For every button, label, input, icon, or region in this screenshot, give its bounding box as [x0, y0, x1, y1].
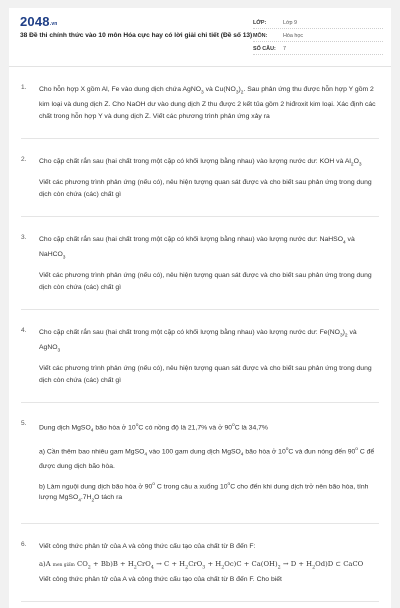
reaction-equations: a)A men giấm $CO_2 + Bb)B + H_2CrO_4 \to C + H_2CrO_3 + H_2Oc)C + Ca(OH)_2 \to D + H_2Od)D$ ⊂ CaCO: [39, 559, 364, 571]
meta-row-count: SỐ CÂU: 7: [253, 44, 383, 55]
question-3: [21, 217, 379, 310]
question-number: 4.: [21, 327, 27, 335]
question-number: 3.: [21, 234, 27, 242]
question-text: Cho cặp chất rắn sau (hai chất trong một cặp có khối lượng bằng nhau) vào lượng nước dư: KOH và $Al_2O_3$: [39, 158, 362, 168]
question-subtext: Viết các phương trình phản ứng (nếu có), nêu hiện tượng quan sát được và cho biết sau phản ứng trong dung dịch còn chứa (các) chất gì: [39, 365, 372, 384]
question-5: [21, 403, 379, 524]
question-number: 1.: [21, 84, 27, 91]
question-text: Dung dịch MgSO$_4$ bão hòa ở 10$^o$C có nồng độ là 21,7% và ở 90$^o$C là 34,7%: [39, 423, 268, 435]
question-number: 6.: [21, 541, 27, 549]
question-list: [9, 67, 391, 602]
site-logo[interactable]: $2048_{.vn}$: [20, 14, 58, 29]
document-header: [9, 8, 391, 67]
question-subtext: Viết các phương trình phản ứng (nếu có), nêu hiện tượng quan sát được và cho biết sau phản ứng trong dung dịch còn chứa (các) chất gì: [39, 272, 372, 291]
exam-meta: [253, 18, 383, 57]
question-1: [21, 67, 379, 139]
question-6: [21, 524, 379, 602]
question-text: Viết công thức phân tử của A và công thức cấu tạo của chất từ B đến F:: [39, 543, 256, 551]
document-page: [9, 8, 391, 608]
question-2: [21, 139, 379, 217]
question-subtext: Viết công thức phân tử của A và công thức cấu tạo của chất từ B đến F. Cho biết: [39, 575, 282, 583]
question-number: 5.: [21, 420, 27, 428]
question-part-b: b) Làm nguội dung dịch bão hòa ở 90$^o$ C trong câu a xuống 10$^o$C cho đến khi dung dịch trở nên bão hòa, tính lượng $MgSO_4.7H_2O$ tách ra: [39, 481, 369, 504]
page-title: 38 Đề thi chính thức vào 10 môn Hóa cực hay có lời giải chi tiết (Đề số 13): [20, 32, 253, 39]
question-text: Cho cặp chất rắn sau (hai chất trong một cặp có khối lượng bằng nhau) vào lượng nước dư: $Fe(NO_3)_2$ và AgNO$_3$: [39, 329, 357, 354]
question-4: [21, 310, 379, 403]
meta-row-class: LỚP: Lớp 9: [253, 18, 383, 29]
question-number: 2.: [21, 156, 27, 164]
question-part-a: a) Cần thêm bao nhiêu gam MgSO$_4$ vào 100 gam dung dịch MgSO$_4$ bão hòa ở 10$^o$C và đun nóng đến 90$^o$ C để được dung dịch bão hòa.: [39, 446, 375, 470]
question-text: Cho hỗn hợp X gồm Al, Fe vào dung dịch chứa AgNO$_3$ và $Cu(NO_3)_2$. Sau phản ứng thu được hỗn hợp Y gồm 2 kim loại và dung dịch Z. Cho NaOH dư vào dung dịch Z thu được 2 kết tủa gồm 2 hiđroxit kim loại. Xác định các chất trong hỗn hợp Y và dung dịch Z. Viết các phương trình phản ứng xảy ra: [39, 86, 376, 120]
question-subtext: Viết các phương trình phản ứng (nếu có), nêu hiện tượng quan sát được và cho biết sau phản ứng trong dung dịch còn chứa (các) chất gì: [39, 179, 372, 198]
question-text: Cho cặp chất rắn sau (hai chất trong một cặp có khối lượng bằng nhau) vào lượng nước dư: NaHSO$_4$ và NaHCO$_3$: [39, 236, 355, 261]
meta-row-subject: MÔN: Hóa học: [253, 31, 383, 42]
